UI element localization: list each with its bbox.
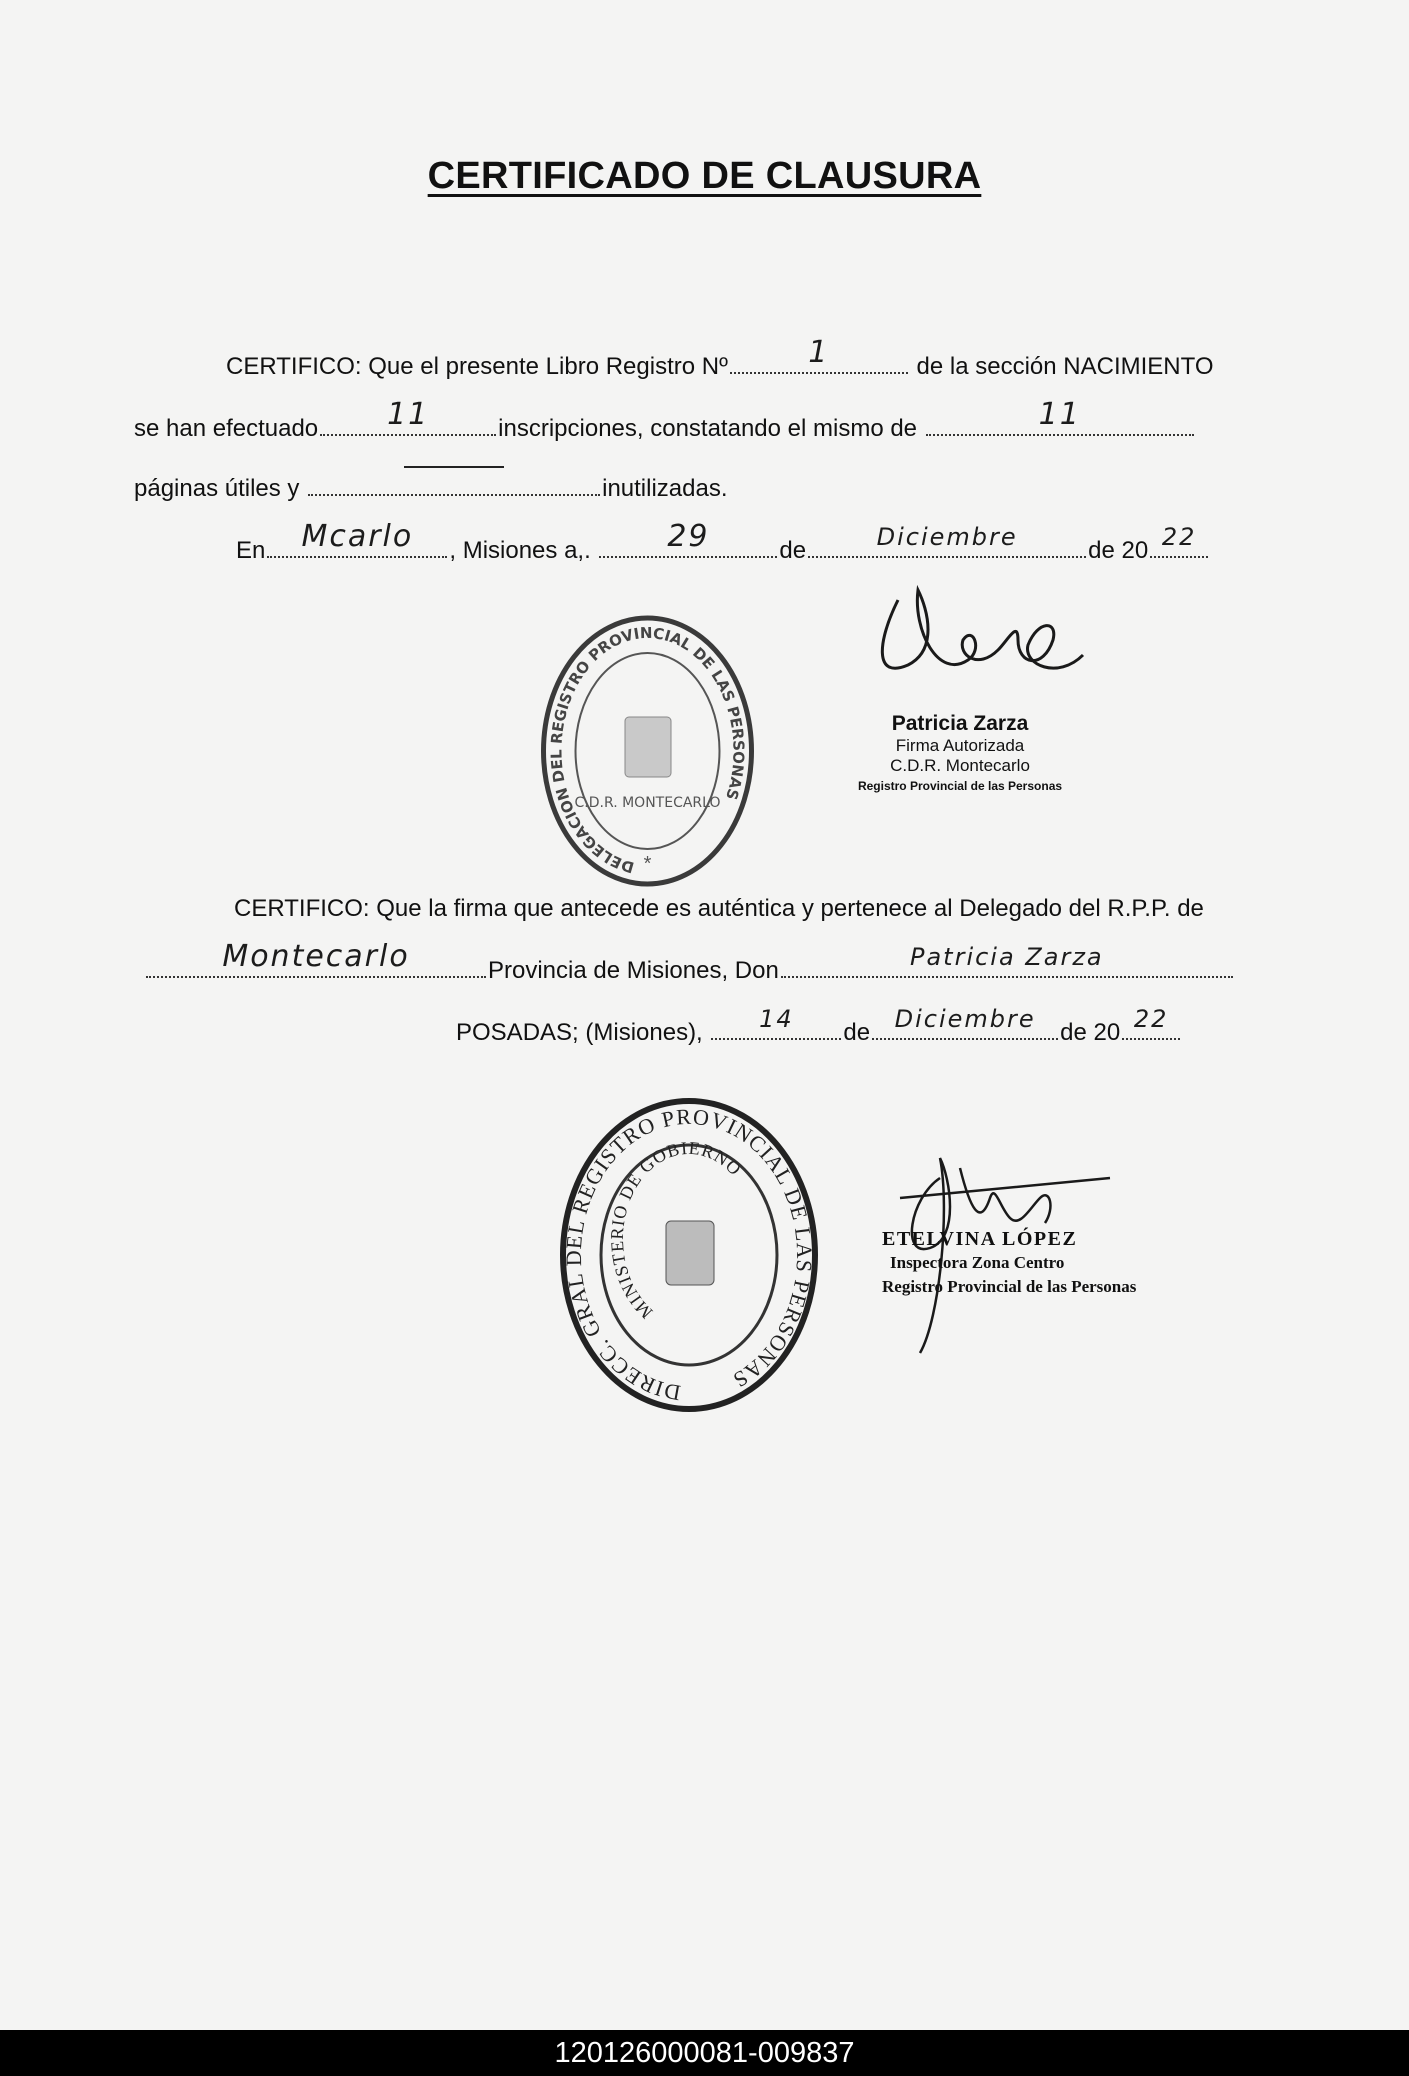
inutilizadas-dash-mark [404, 466, 504, 468]
cert1-efectuado: se han efectuado [134, 415, 319, 442]
cert1-seccion: de la sección NACIMIENTO [916, 353, 1214, 380]
svg-text:MINISTERIO DE GOBIERNO: MINISTERIO DE GOBIERNO [606, 1137, 746, 1323]
signature1-office: C.D.R. Montecarlo [890, 756, 1030, 775]
lugar-handwritten: Mcarlo [301, 519, 414, 554]
cert1-line3 [134, 474, 728, 504]
mes-handwritten: Diciembre [876, 523, 1018, 551]
cert1-line2 [134, 397, 1196, 444]
cert1-de20: de 20 [1088, 537, 1149, 564]
paginas-field [926, 397, 1194, 436]
inscripciones-handwritten: 11 [387, 397, 430, 432]
cert1-inscripciones: inscripciones, constatando el mismo de [498, 415, 918, 442]
paginas-handwritten: 11 [1038, 397, 1081, 432]
document-id-footer: 120126000081-009837 [0, 2030, 1409, 2076]
cert2-line1: CERTIFICO: Que la firma que antecede es auténtica y pertenece al Delegado del R.P.P. de [234, 895, 1204, 922]
cert2-don-handwritten: Patricia Zarza [909, 943, 1104, 971]
signature1-registry: Registro Provincial de las Personas [857, 779, 1063, 793]
signature-scribble-zarza [868, 570, 1088, 710]
cert2-de: de [843, 1019, 871, 1046]
signature1-role: Firma Autorizada [895, 736, 1025, 755]
signature1-block [800, 712, 1120, 796]
cert2-line3 [456, 1005, 1182, 1048]
cert1-line4 [236, 519, 1210, 566]
registry-delegation-seal [540, 612, 755, 887]
signature2-block [882, 1228, 1136, 1299]
signature2-name: ETELVINA LÓPEZ [882, 1228, 1078, 1250]
dia-handwritten: 29 [667, 519, 710, 554]
direccion-general-seal [558, 1096, 820, 1414]
cert2-don-field [781, 943, 1233, 978]
dia-field [599, 519, 777, 558]
cert2-mes-field [872, 1005, 1058, 1040]
cert2-lugar-handwritten: Montecarlo [222, 939, 410, 974]
svg-text:DIRECC. GRAL DEL REGISTRO PROV: DIRECC. GRAL DEL REGISTRO PROVINCIAL DE LAS PERSONAS [560, 1103, 818, 1406]
anio-field [1150, 523, 1208, 558]
cert2-anio-handwritten: 22 [1133, 1005, 1169, 1033]
lugar-field [267, 519, 447, 558]
cert1-de: de [779, 537, 807, 564]
cert2-dia-field [711, 1005, 841, 1040]
cert1-misiones-a: , Misiones a,. [449, 537, 591, 564]
cert2-anio-field [1122, 1005, 1180, 1040]
inscripciones-field [320, 397, 496, 436]
signature2-role: Inspectora Zona Centro [890, 1253, 1065, 1272]
svg-text:*: * [643, 853, 652, 875]
signature2-registry: Registro Provincial de las Personas [882, 1277, 1137, 1296]
certificate-title: CERTIFICADO DE CLAUSURA [427, 155, 982, 197]
libro-number-field [730, 335, 908, 374]
cert2-posadas: POSADAS; (Misiones), [456, 1019, 703, 1046]
inutilizadas-field [308, 474, 600, 496]
cert2-lugar-field [146, 939, 486, 978]
svg-text:C.D.R. MONTECARLO: C.D.R. MONTECARLO [574, 795, 721, 811]
cert2-de20: de 20 [1060, 1019, 1121, 1046]
cert1-paginas-utiles: páginas útiles y [134, 475, 300, 502]
cert1-inutilizadas: inutilizadas. [602, 475, 728, 502]
cert1-en: En [236, 537, 266, 564]
mes-field [808, 523, 1086, 558]
cert2-dia-handwritten: 14 [759, 1005, 794, 1033]
cert1-prefix: CERTIFICO: Que el presente Libro Registro Nº [226, 353, 728, 380]
cert1-line1 [226, 335, 1214, 382]
signature1-name: Patricia Zarza [891, 712, 1029, 735]
anio-handwritten: 22 [1161, 523, 1197, 551]
cert2-mes-handwritten: Diciembre [894, 1005, 1036, 1033]
svg-text:DELEGACION DEL REGISTRO PROVIN: DELEGACION DEL REGISTRO PROVINCIAL DE LAS PERSONAS [547, 623, 748, 877]
cert2-provincia: Provincia de Misiones, Don [488, 957, 779, 984]
libro-number-handwritten: 1 [808, 335, 830, 370]
cert2-line2 [144, 939, 1235, 986]
